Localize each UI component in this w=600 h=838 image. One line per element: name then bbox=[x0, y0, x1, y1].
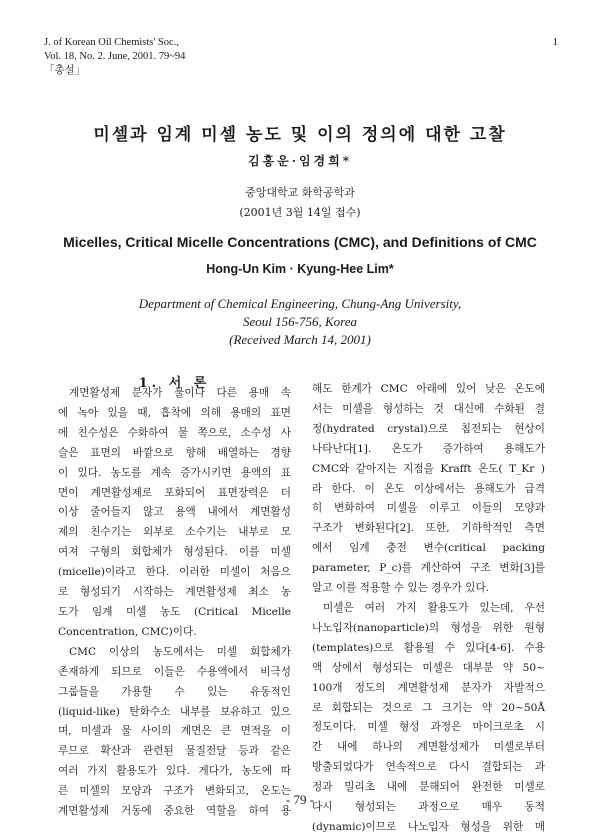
body-line: 라 한다. 이 온도 이상에서는 용해도가 급격 bbox=[312, 482, 545, 495]
korean-received-date: (2001년 3월 14일 접수) bbox=[239, 206, 361, 219]
body-line: 제의 친수기는 외부로 소수기는 내부로 모 bbox=[58, 526, 291, 539]
right-column bbox=[312, 384, 545, 838]
journal-info bbox=[44, 36, 185, 78]
body-line: (micelle)이라고 한다. 이러한 미셀이 처음으 bbox=[58, 566, 291, 579]
body-line: Concentration, CMC)이다. bbox=[58, 625, 197, 638]
body-line: 여져 구형의 회합체가 형성된다. 이를 미셀 bbox=[58, 546, 291, 559]
body-line: 이 있다. 농도를 계속 증가시키면 용액의 표 bbox=[58, 466, 291, 479]
body-line: 에 친수성은 수화하여 물 쪽으로, 소수성 사 bbox=[58, 426, 291, 439]
korean-title: 미셀과 임계 미셀 농도 및 이의 정의에 대한 고찰 bbox=[93, 125, 507, 145]
body-line: 면이 계면활성제로 포화되어 표면장력은 더 bbox=[58, 486, 291, 499]
journal-volume: Vol. 18, No. 2. June, 2001. 79~94 bbox=[44, 51, 186, 62]
body-line: (dynamic)이므로 나노입자 형성을 위한 매 bbox=[312, 820, 545, 833]
body-line: 구조가 변화된다[2]. 또한, 기하학적인 측면 bbox=[312, 522, 545, 535]
body-line: 에 녹아 있을 때, 흡착에 의해 용매의 표면 bbox=[58, 406, 291, 419]
body-line: 나노입자(nanoparticle)의 형성을 위한 원형 bbox=[312, 621, 545, 634]
body-line: 알고 이를 적용할 수 있는 경우가 있다. bbox=[312, 582, 490, 595]
english-title: Micelles, Critical Micelle Concentrations (CMC), and Definitions of CMC bbox=[63, 234, 537, 250]
body-line: 른 미셀의 모양과 구조가 변화되고, 온도는 bbox=[58, 785, 291, 798]
body-line: 방출되었다가 연속적으로 다시 결합되는 과 bbox=[312, 761, 545, 774]
body-line: 슬은 표면의 바깥으로 향해 배열하는 경향 bbox=[58, 446, 291, 459]
body-line: 루므로 확산과 관련된 물질전달 등과 같은 bbox=[58, 745, 291, 758]
body-line: 도가 임계 미셀 농도 (Critical Micelle bbox=[58, 605, 291, 618]
body-line: 정도이다. 미셀 형성 과정은 마이크로초 시 bbox=[312, 721, 545, 734]
body-line: 에서 임계 충전 변수(critical packing bbox=[312, 542, 545, 555]
section-heading-introduction: 1. 서 론 bbox=[138, 376, 211, 391]
body-line: parameter, P_c)를 계산하여 구조 변화[3]를 bbox=[312, 562, 545, 575]
left-column bbox=[58, 384, 291, 822]
body-line: 미셀은 여러 가지 활용도가 있는데, 우선 bbox=[323, 601, 545, 614]
body-line: 간 내에 하나의 계면활성제가 미셀로부터 bbox=[312, 741, 545, 754]
body-line: 계면활성제 분자가 물이나 다른 용매 속 bbox=[69, 387, 291, 399]
top-page-number: 1 bbox=[552, 36, 558, 48]
journal-name: J. of Korean Oil Chemists' Soc., bbox=[44, 37, 179, 48]
english-affiliation-city: Seoul 156-756, Korea bbox=[243, 314, 357, 329]
body-line: (templates)으로 활용될 수 있다[4-6]. 수용 bbox=[312, 641, 545, 654]
body-line: 액 상에서 형성되는 미셀은 대부분 약 50~ bbox=[312, 661, 545, 674]
body-line: 로 형성되기 시작하는 계면활성제 최소 농 bbox=[58, 586, 291, 599]
english-received-date: (Received March 14, 2001) bbox=[229, 332, 371, 347]
body-line: 이상 줄어들지 않고 용액 내에서 계면활성 bbox=[58, 506, 291, 519]
body-line: 히 변화하여 미셀을 이루고 이들의 모양과 bbox=[312, 502, 545, 515]
body-line: 서는 미셀을 형성하는 것 대신에 수화된 결 bbox=[312, 402, 545, 415]
korean-authors: 김홍운·임경희* bbox=[247, 154, 352, 168]
article-category: 「총설」 bbox=[44, 65, 86, 76]
korean-affiliation: 중앙대학교 화학공학과 bbox=[245, 186, 355, 199]
english-affiliation-department: Department of Chemical Engineering, Chung-Ang University, bbox=[138, 296, 462, 311]
body-line: (liquid-like) 탄화수소 내부를 보유하고 있으 bbox=[58, 705, 291, 718]
body-line: 100개 정도의 계면활성제 분자가 자발적으 bbox=[312, 681, 545, 694]
body-line: 며, 미셀과 물 사이의 계면은 큰 면적을 이 bbox=[58, 725, 291, 738]
body-line: 정과 밀리초 내에 분해되어 완전한 미셀로 bbox=[312, 781, 545, 794]
body-line: 존재하게 되므로 이들은 수용액에서 비극성 bbox=[58, 665, 291, 678]
body-line: 해도 한계가 CMC 아래에 있어 낮은 온도에 bbox=[312, 383, 545, 395]
body-line: 정(hydrated crystal)으로 침전되는 현상이 bbox=[312, 422, 545, 435]
body-line: CMC와 같아지는 지점을 Krafft 온도( T_Kr ) bbox=[312, 462, 545, 475]
body-line: 계면활성제 거동에 중요한 역할을 하여 용 bbox=[58, 805, 291, 818]
body-line: 나타난다[1]. 온도가 증가하여 용해도가 bbox=[312, 442, 545, 455]
body-line: 다시 형성되는 과정으로 매우 동적 bbox=[312, 801, 545, 814]
english-affiliation bbox=[0, 295, 600, 349]
body-line: CMC 이상의 농도에서는 미셀 회합체가 bbox=[69, 645, 291, 658]
body-line: 여러 가지 활용도가 있다. 게다가, 농도에 따 bbox=[58, 765, 291, 778]
footer-page-number: - 79 - bbox=[285, 792, 315, 807]
body-line: 로 회합되는 것으로 그 크기는 약 20~50Å bbox=[312, 701, 545, 714]
english-authors: Hong-Un Kim · Kyung-Hee Lim* bbox=[206, 262, 394, 276]
body-line: 그룹들을 가용할 수 있는 유동적인 bbox=[58, 685, 291, 698]
